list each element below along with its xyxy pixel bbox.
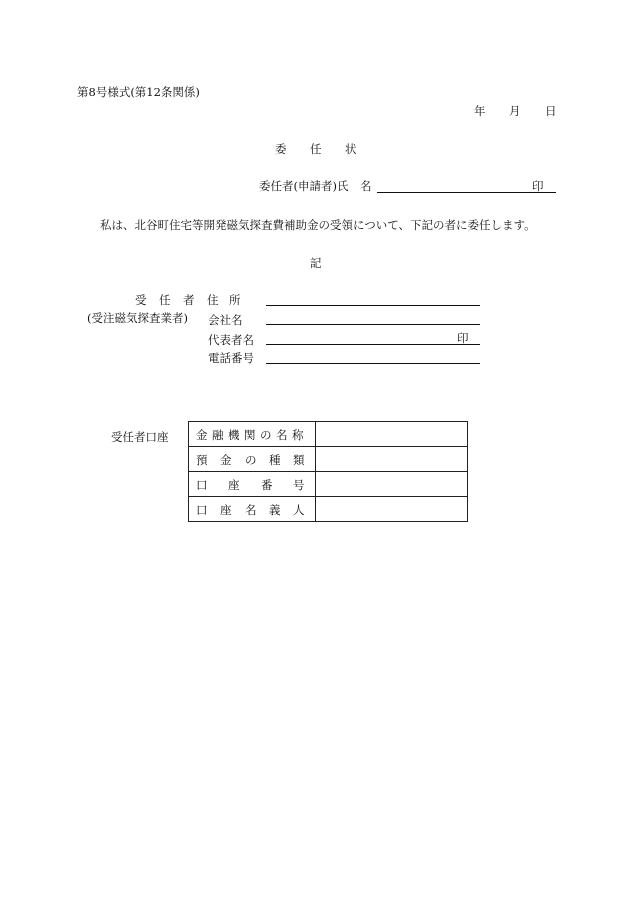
phone-number-label: 電話番号 bbox=[208, 351, 254, 365]
title-char: 状 bbox=[345, 142, 357, 156]
body-text: 私は、北谷町住宅等開発磁気探査費補助金の受領について、下記の者に委任します。 bbox=[100, 218, 536, 232]
label-char: 名 bbox=[276, 428, 288, 442]
label-char: 住 bbox=[207, 293, 219, 307]
date-day-label: 日 bbox=[545, 104, 557, 118]
label-char: 預 bbox=[196, 453, 208, 467]
form-number: 第8号様式(第12条関係) bbox=[77, 85, 200, 99]
bank-name-value[interactable] bbox=[316, 422, 468, 447]
label-char: の bbox=[260, 428, 272, 442]
label-char: 称 bbox=[292, 428, 304, 442]
table-row bbox=[189, 447, 468, 472]
label-char: 任 bbox=[159, 293, 171, 307]
label-char: 名 bbox=[245, 503, 257, 517]
table-row bbox=[189, 422, 468, 447]
account-holder-value[interactable] bbox=[316, 497, 468, 522]
label-char: 座 bbox=[220, 503, 232, 517]
deposit-type-label bbox=[189, 447, 316, 472]
label-char: 座 bbox=[228, 478, 240, 492]
label-char: 融 bbox=[212, 428, 224, 442]
table-row bbox=[189, 497, 468, 522]
account-label: 受任者口座 bbox=[111, 430, 169, 444]
account-number-label bbox=[189, 472, 316, 497]
delegator-seal-mark: 印 bbox=[532, 179, 544, 193]
table-row bbox=[189, 472, 468, 497]
date-year-label: 年 bbox=[474, 104, 486, 118]
label-char: 口 bbox=[196, 478, 208, 492]
delegator-name-field[interactable] bbox=[377, 192, 556, 193]
assignee-address-field[interactable] bbox=[266, 305, 480, 306]
label-char: 受 bbox=[135, 293, 147, 307]
label-char: 金 bbox=[220, 453, 232, 467]
label-char: 者 bbox=[183, 293, 195, 307]
company-name-field[interactable] bbox=[266, 324, 480, 325]
label-char: 人 bbox=[293, 503, 305, 517]
representative-label: 代表者名 bbox=[208, 333, 254, 347]
date-month-label: 月 bbox=[509, 104, 521, 118]
label-char: 口 bbox=[196, 503, 208, 517]
title-char: 任 bbox=[310, 142, 322, 156]
label-char: 号 bbox=[293, 478, 305, 492]
account-number-value[interactable] bbox=[316, 472, 468, 497]
company-name-label: 会社名 bbox=[208, 313, 243, 327]
label-char: の bbox=[245, 453, 257, 467]
delegator-name-label: 委任者(申請者)氏 名 bbox=[259, 179, 372, 193]
representative-name-field[interactable] bbox=[266, 344, 480, 345]
label-char: 番 bbox=[261, 478, 273, 492]
label-char: 義 bbox=[269, 503, 281, 517]
label-char: 類 bbox=[293, 453, 305, 467]
account-holder-label bbox=[189, 497, 316, 522]
representative-seal-mark: 印 bbox=[457, 331, 469, 345]
label-char: 機 bbox=[228, 428, 240, 442]
account-table bbox=[188, 421, 468, 522]
deposit-type-value[interactable] bbox=[316, 447, 468, 472]
title-char: 委 bbox=[275, 142, 287, 156]
label-char: 所 bbox=[229, 293, 241, 307]
ki-label: 記 bbox=[310, 256, 322, 270]
label-char: 金 bbox=[196, 428, 208, 442]
label-char: 関 bbox=[244, 428, 256, 442]
assignee-sub-label: (受注磁気探査業者) bbox=[87, 311, 188, 325]
phone-number-field[interactable] bbox=[266, 363, 480, 364]
bank-name-label bbox=[189, 422, 316, 447]
label-char: 種 bbox=[269, 453, 281, 467]
